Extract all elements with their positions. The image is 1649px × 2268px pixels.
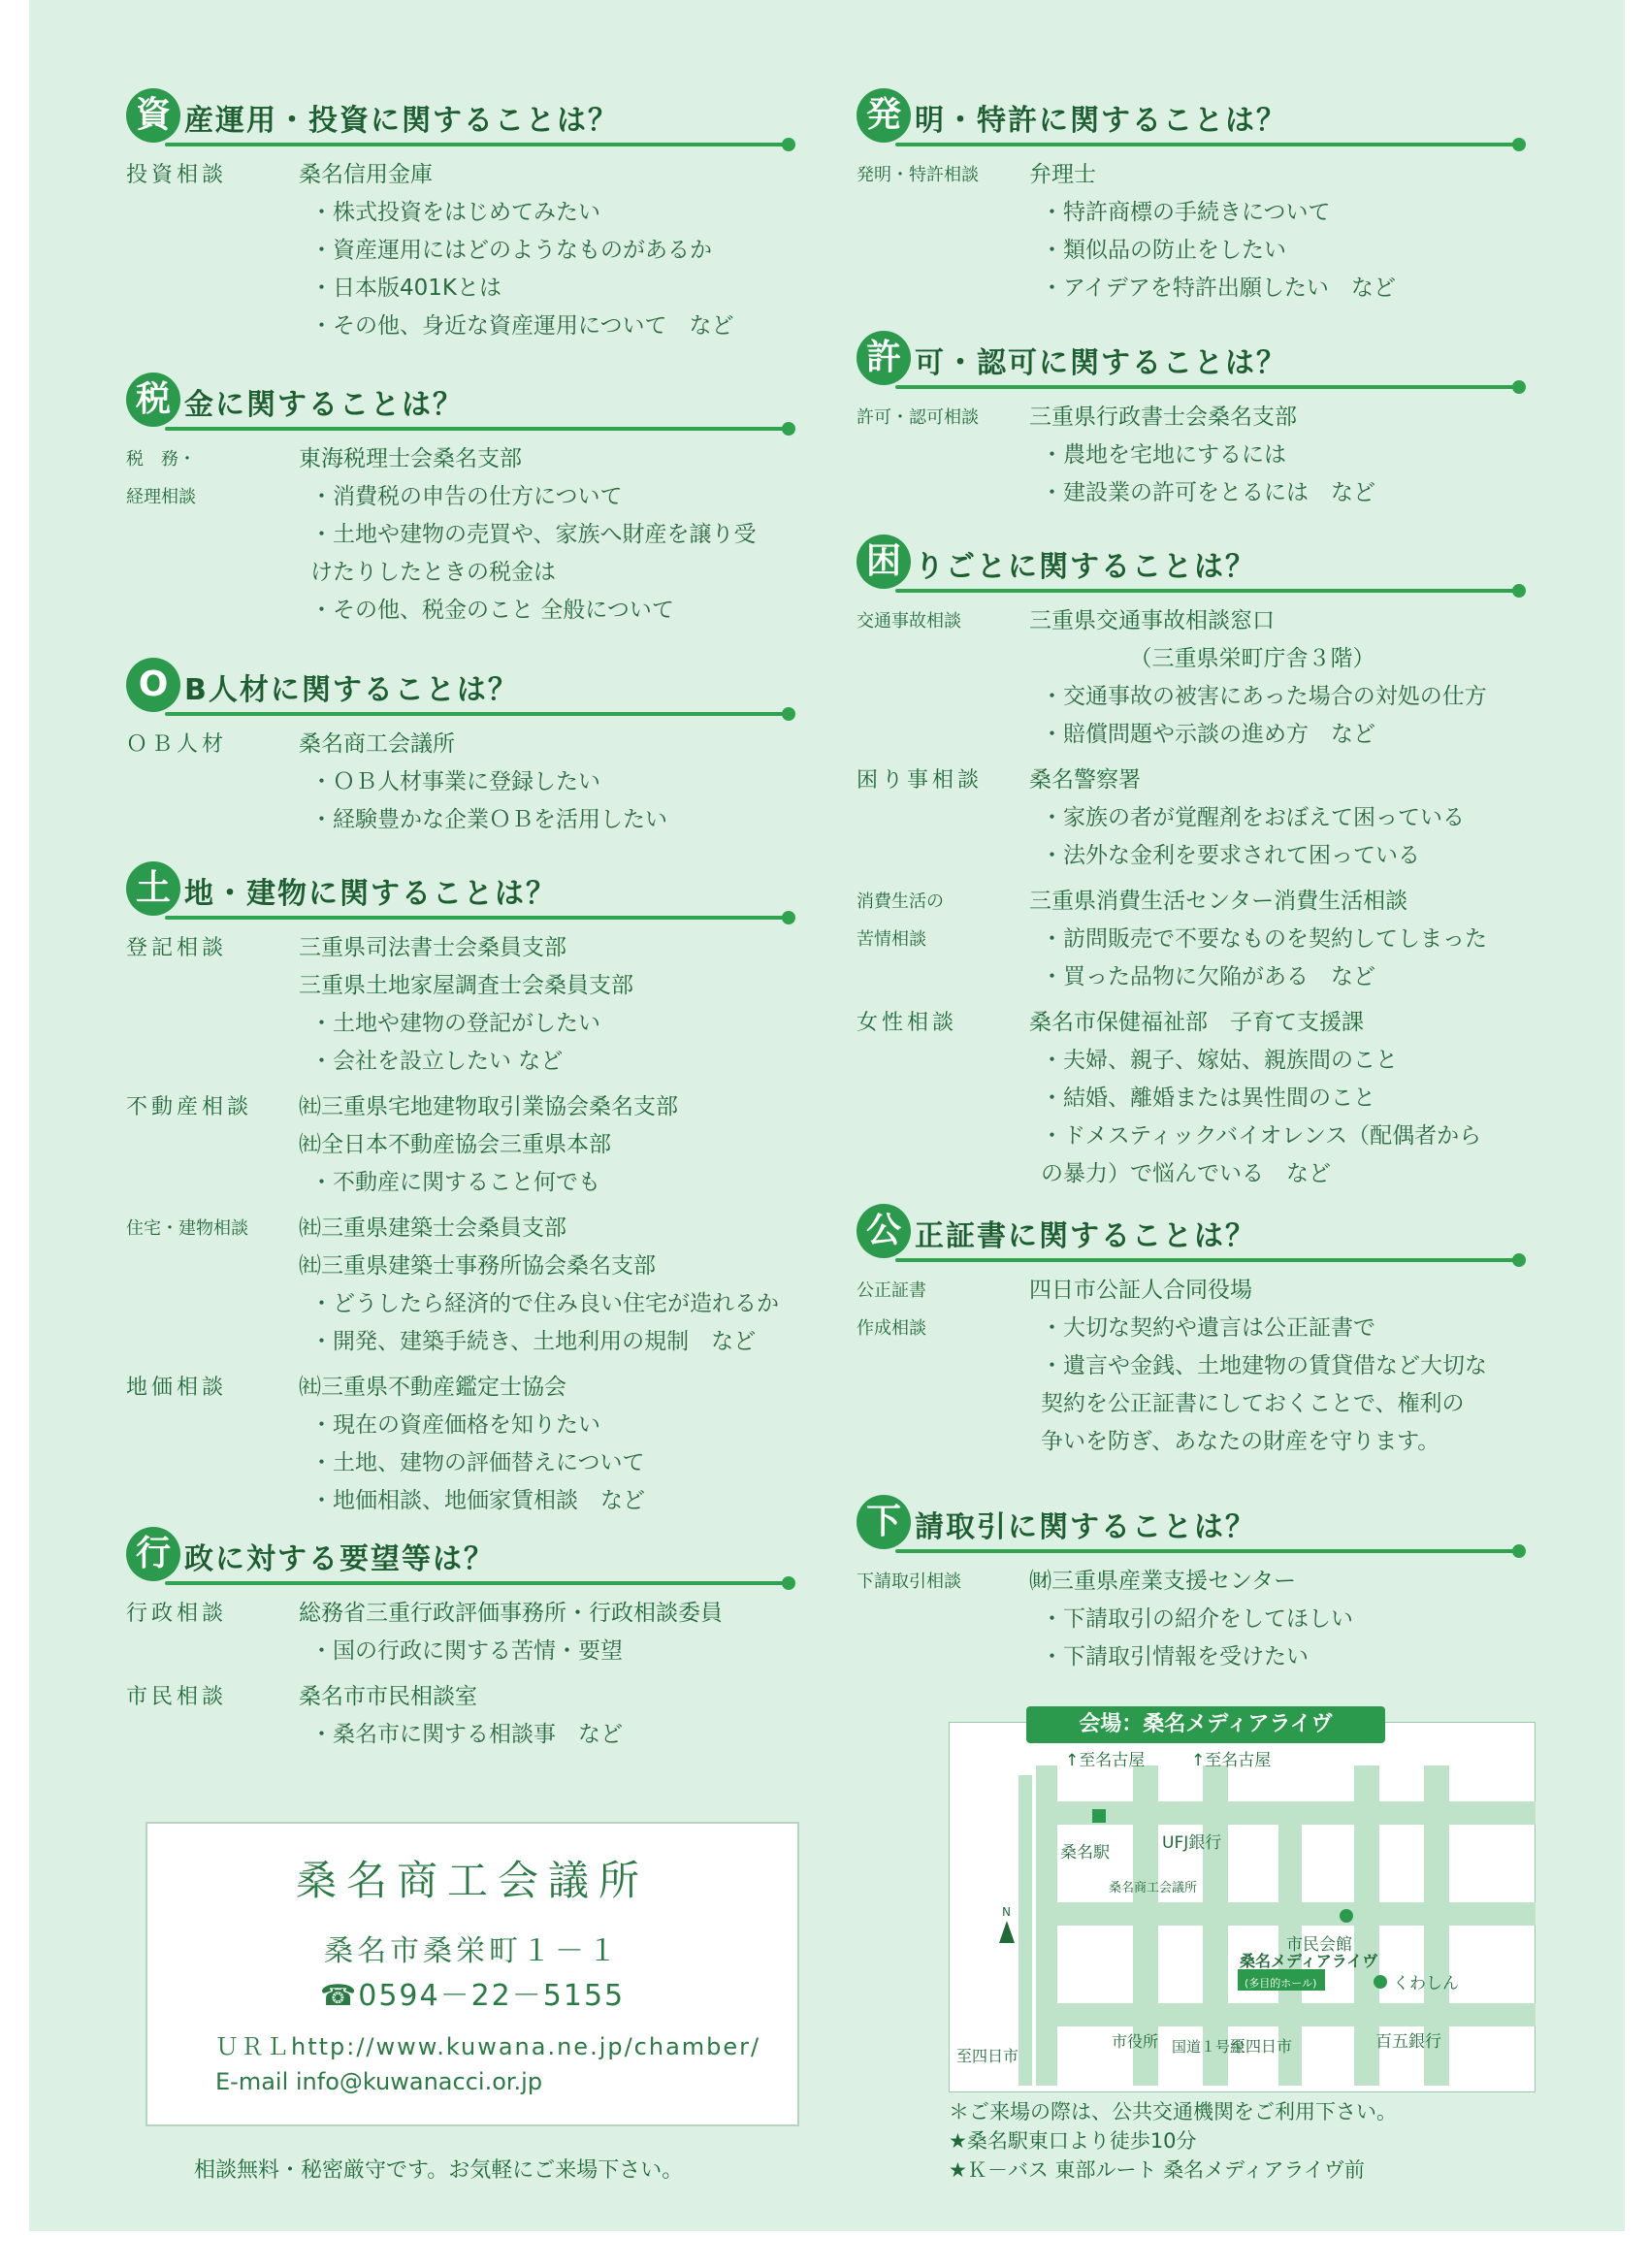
section-header (857, 82, 1526, 148)
north-label: N (1002, 1905, 1011, 1919)
consultation-entry (857, 1272, 1526, 1461)
organization-name: 桑名商工会議所 (295, 1857, 649, 1904)
organization-name: 弁理士 (1029, 162, 1096, 187)
section-entries (857, 1563, 1526, 1676)
section-header (857, 1198, 1526, 1264)
section-badge: 税 (126, 373, 180, 427)
section-entries (857, 1272, 1526, 1461)
consultation-entry (126, 726, 795, 839)
organization-address: 桑名市桑栄町１－１ (324, 1934, 621, 1968)
section-header (857, 1489, 1526, 1555)
section-title: りごとに関することは？ (915, 550, 1256, 584)
consultation-entry (857, 156, 1526, 308)
entry-body (1029, 156, 1526, 308)
section-title: 可・認可に関することは？ (915, 346, 1287, 380)
category-label: 公正証書 作成相談 (857, 1280, 926, 1339)
bullet-item: ・ 交通事故の被害にあった場合の対処の仕方 (1029, 678, 1526, 716)
map-label-venue: 桑名メディアライヴ (1240, 1952, 1378, 1970)
consultation-entry (857, 883, 1526, 996)
category-label: 市民相談 (126, 1685, 228, 1709)
organization-name: ㈳三重県建築士会桑員支部 ㈳三重県建築士事務所協会桑名支部 (299, 1215, 656, 1279)
header-rule (895, 1549, 1520, 1553)
bullet-item: ・ ＯＢ人材事業に登録したい (299, 763, 795, 801)
consultation-entry (857, 399, 1526, 512)
map-label-chamber: 桑名商工会議所 (1109, 1881, 1198, 1895)
consultation-category (126, 1678, 291, 1716)
bullet-item: ・ 桑名市に関する相談事 など (299, 1716, 795, 1754)
entry-body (299, 726, 795, 839)
consultation-entry (126, 1595, 795, 1670)
section-permit (857, 325, 1526, 512)
header-rule (895, 1258, 1520, 1262)
section-land (126, 856, 795, 1520)
map-note: ＊ご来場の際は、公共交通機関をご利用下さい。 (949, 2100, 1397, 2123)
map-label-hyakugo: 百五銀行 (1375, 2032, 1441, 2052)
section-title: 正証書に関することは？ (915, 1219, 1256, 1253)
category-label: 地価相談 (126, 1376, 228, 1400)
header-rule (165, 916, 790, 920)
organization-name: 桑名市市民相談室 (299, 1684, 477, 1709)
organization-name: 三重県行政書士会桑名支部 (1029, 405, 1297, 430)
section-title: 金に関することは？ (184, 388, 464, 422)
organization-name: 桑名信用金庫 (299, 162, 433, 187)
map-note: ★桑名駅東口より徒歩10分 (949, 2129, 1197, 2153)
section-header (126, 1521, 795, 1587)
category-label: 不動産相談 (126, 1095, 253, 1119)
section-entries (857, 156, 1526, 308)
section-tax (126, 367, 795, 630)
section-badge: 困 (857, 535, 911, 589)
phone-number: ☎0594－22－5155 (319, 1979, 626, 2013)
header-rule-dot (1512, 1544, 1526, 1558)
entry-body (299, 440, 795, 630)
entry-body (299, 1369, 795, 1520)
category-label: 住宅・建物相談 (126, 1218, 248, 1239)
header-rule-dot (1512, 1253, 1526, 1267)
bullet-item: ・ 家族の者が覚醒剤をおぼえて困っている (1029, 799, 1526, 837)
map-label-civic-hall: 市民会館 (1286, 1935, 1352, 1955)
organization-name: 三重県司法書士会桑員支部 三重県土地家屋調査士会桑員支部 (299, 935, 633, 998)
section-title: 明・特許に関することは？ (915, 104, 1287, 138)
section-badge: 許 (857, 331, 911, 385)
header-rule-dot (782, 911, 795, 924)
consultation-entry (857, 761, 1526, 875)
chamber-marker (1092, 1809, 1106, 1823)
header-rule-dot (1512, 138, 1526, 151)
organization-name: 東海税理士会桑名支部 (299, 446, 522, 471)
civic-hall-marker (1340, 1909, 1353, 1923)
bullet-item: ・ アイデアを特許出願したい など (1029, 270, 1526, 308)
bullet-item: ・ 現在の資産価格を知りたい (299, 1407, 795, 1444)
bullet-item: ・ その他、身近な資産運用について など (299, 308, 795, 345)
header-rule (895, 143, 1520, 146)
section-header (126, 652, 795, 718)
consultation-entry (126, 929, 795, 1081)
category-label: 下請取引相談 (857, 1571, 961, 1592)
section-entries (126, 1595, 795, 1754)
map-label-to-yokkaichi: 至四日市 (956, 2047, 1019, 2065)
section-ob (126, 652, 795, 839)
section-entries (857, 399, 1526, 512)
bullet-item: ・ 開発、建築手続き、土地利用の規制 など (299, 1323, 795, 1361)
map-notes (949, 2097, 1397, 2185)
map-label-city-hall: 市役所 (1112, 2032, 1159, 2051)
category-label: 消費生活の 苦情相談 (857, 891, 944, 950)
header-rule (895, 589, 1520, 593)
bullet-item: ・ 経験豊かな企業ＯＢを活用したい (299, 801, 795, 839)
consultation-entry (857, 1563, 1526, 1676)
map-note: ★Ｋ－バス 東部ルート 桑名メディアライヴ前 (949, 2158, 1365, 2182)
bullet-item: ・ 大切な契約や遺言は公正証書で (1029, 1310, 1526, 1347)
header-rule (165, 1581, 790, 1585)
consultation-entry (857, 1004, 1526, 1193)
bullet-item: ・ 訪問販売で不要なものを契約してしまった (1029, 921, 1526, 958)
section-notary (857, 1198, 1526, 1461)
category-label: 発明・特許相談 (857, 165, 979, 185)
bullet-item: ・ 結婚、離婚または異性間のこと (1029, 1080, 1526, 1118)
header-rule-dot (782, 422, 795, 436)
header-rule-dot (1512, 380, 1526, 394)
bullet-item: ・ 資産運用にはどのようなものがあるか (299, 232, 795, 270)
section-badge: 資 (126, 88, 180, 143)
section-header (857, 529, 1526, 595)
map-label-to-yokkaichi: 至四日市 (1230, 2037, 1293, 2056)
consultation-category (857, 1272, 1021, 1347)
header-rule-dot (782, 1576, 795, 1590)
road-middle (1055, 1902, 1536, 1926)
map-drawing (949, 1722, 1536, 2092)
bullet-item: ・ 夫婦、親子、嫁姑、親族間のこと (1029, 1042, 1526, 1080)
map-label-ufj: UFJ銀行 (1162, 1833, 1222, 1853)
section-title: 請取引に関することは？ (915, 1510, 1256, 1544)
entry-body (1029, 399, 1526, 512)
consultation-category (857, 1563, 1021, 1601)
bullet-item: ・ 農地を宅地にするには (1029, 437, 1526, 474)
consultation-category (857, 1004, 1021, 1042)
consultation-entry (126, 1678, 795, 1754)
consultation-category (857, 602, 1021, 640)
entry-body (299, 156, 795, 345)
consultation-entry (126, 1088, 795, 1202)
kuwashin-marker (1374, 1975, 1387, 1989)
bullet-item: ・ 日本版401Kとは (299, 270, 795, 308)
section-entries (126, 726, 795, 839)
organization-name: ㈳三重県不動産鑑定士協会 (299, 1375, 566, 1400)
consultation-entry (126, 1210, 795, 1361)
category-label: 行政相談 (126, 1602, 228, 1626)
section-header (126, 367, 795, 433)
section-entries (126, 156, 795, 345)
bullet-item: ・ 株式投資をはじめてみたい (299, 194, 795, 232)
organization-name: 桑名商工会議所 (299, 731, 455, 757)
consultation-entry (126, 440, 795, 630)
bullet-item: ・ 消費税の申告の仕方について (299, 478, 795, 516)
bullet-item: ・ 賠償問題や示談の進め方 など (1029, 716, 1526, 754)
section-admin (126, 1521, 795, 1754)
section-badge: 行 (126, 1527, 180, 1581)
consultation-category (126, 1210, 291, 1247)
consultation-entry (126, 1369, 795, 1520)
map-label-to-nagoya: ↑至名古屋 (1065, 1751, 1146, 1770)
contact-box (146, 1822, 799, 2126)
consultation-category (857, 883, 1021, 958)
bullet-item: ・ 買った品物に欠陥がある など (1029, 958, 1526, 996)
section-subcontract (857, 1489, 1526, 1676)
section-badge: 公 (857, 1204, 911, 1258)
consultation-category (126, 726, 291, 763)
category-label: 登記相談 (126, 936, 228, 960)
section-title: B人材に関することは？ (184, 673, 519, 707)
entry-body (299, 1678, 795, 1754)
bullet-item: ・ ドメスティックバイオレンス（配偶者から の暴力）で悩んでいる など (1029, 1118, 1526, 1193)
bullet-item: ・ 類似品の防止をしたい (1029, 232, 1526, 270)
railway (1018, 1775, 1032, 2086)
entry-body (1029, 602, 1526, 754)
consultation-category (857, 761, 1021, 799)
map-label-to-nagoya: ↑至名古屋 (1191, 1751, 1272, 1770)
venue-map (949, 1712, 1536, 2092)
section-title: 政に対する要望等は？ (184, 1542, 495, 1576)
bullet-item: ・ 不動産に関すること何でも (299, 1164, 795, 1202)
consultation-category (126, 1088, 291, 1126)
header-rule (165, 427, 790, 431)
header-rule-dot (1512, 584, 1526, 598)
consultation-category (126, 156, 291, 194)
header-rule (165, 143, 790, 146)
category-label: ＯＢ人材 (126, 732, 228, 757)
section-badge: 土 (126, 861, 180, 916)
map-label-kuwashin: くわしん (1393, 1974, 1459, 1993)
section-patent (857, 82, 1526, 308)
category-label: 許可・認可相談 (857, 407, 979, 428)
organization-name: 三重県交通事故相談窓口 （三重県栄町庁舎３階） (1029, 608, 1375, 671)
footer-note: 相談無料・秘密厳守です。お気軽にご来場下さい。 (194, 2158, 684, 2183)
bullet-item: ・ 土地、建物の評価替えについて (299, 1444, 795, 1482)
entry-body (299, 1595, 795, 1670)
bullet-item: ・ 遺言や金銭、土地建物の賃貸借など大切な 契約を公正証書にしておくことで、権利の 争いを防ぎ、あなたの財産を守ります。 (1029, 1347, 1526, 1461)
bullet-item: ・ 建設業の許可をとるには など (1029, 474, 1526, 512)
section-entries (126, 440, 795, 630)
entry-body (299, 1088, 795, 1202)
bullet-item: ・ 地価相談、地価家賃相談 など (299, 1482, 795, 1520)
bullet-item: ・ 下請取引の紹介をしてほしい (1029, 1601, 1526, 1638)
organization-name: 桑名警察署 (1029, 767, 1141, 793)
section-asset (126, 82, 795, 345)
section-title: 地・建物に関することは？ (184, 877, 557, 911)
header-rule (165, 712, 790, 716)
consultation-category (126, 1369, 291, 1407)
section-trouble (857, 529, 1526, 1193)
bullet-item: ・ どうしたら経済的で住み良い住宅が造れるか (299, 1285, 795, 1323)
bullet-item: ・ 国の行政に関する苦情・要望 (299, 1633, 795, 1670)
section-badge: 発 (857, 88, 911, 143)
section-header (126, 82, 795, 148)
section-badge: O (126, 658, 180, 712)
bullet-item: ・ その他、税金のこと 全般について (299, 592, 795, 630)
consultation-entry (126, 156, 795, 345)
entry-body (1029, 1272, 1526, 1461)
section-entries (126, 929, 795, 1520)
entry-body (1029, 1004, 1526, 1193)
category-label: 税 務・ 経理相談 (126, 449, 196, 507)
map-label-venue-sub: (多目的ホール) (1245, 1977, 1317, 1990)
organization-name: ㈳三重県宅地建物取引業協会桑名支部 ㈳全日本不動産協会三重県本部 (299, 1094, 678, 1157)
consultation-category (126, 929, 291, 967)
section-header (126, 856, 795, 922)
road-north (1055, 1801, 1536, 1825)
entry-body (299, 1210, 795, 1361)
consultation-category (857, 399, 1021, 437)
section-title: 産運用・投資に関することは？ (184, 104, 619, 138)
consultation-category (126, 440, 291, 516)
road-south (1055, 2003, 1536, 2026)
bullet-item: ・ 法外な金利を要求されて困っている (1029, 837, 1526, 875)
section-header (857, 325, 1526, 391)
header-rule-dot (782, 707, 795, 721)
organization-name: 三重県消費生活センター消費生活相談 (1029, 889, 1408, 914)
map-label-route1: 国道１号線 (1172, 2038, 1245, 2056)
bullet-item: ・ 下請取引情報を受けたい (1029, 1638, 1526, 1676)
entry-body (1029, 883, 1526, 996)
organization-name: 四日市公証人合同役場 (1029, 1278, 1252, 1303)
section-entries (857, 602, 1526, 1193)
category-label: 投資相談 (126, 163, 228, 187)
category-label: 困り事相談 (857, 768, 984, 793)
organization-name: 総務省三重行政評価事務所・行政相談委員 (299, 1601, 723, 1626)
entry-body (1029, 761, 1526, 875)
bullet-item: ・ 土地や建物の登記がしたい (299, 1005, 795, 1043)
map-title: 会場：桑名メディアライヴ (1026, 1706, 1385, 1743)
website-url[interactable]: ＵＲＬhttp://www.kuwana.ne.jp/chamber/ (215, 2033, 761, 2060)
entry-body (1029, 1563, 1526, 1676)
organization-name: 桑名市保健福祉部 子育て支援課 (1029, 1010, 1364, 1035)
map-label-station: 桑名駅 (1060, 1843, 1110, 1863)
consultation-category (857, 156, 1021, 194)
consultation-category (126, 1595, 291, 1633)
bullet-item: ・ 特許商標の手続きについて (1029, 194, 1526, 232)
section-badge: 下 (857, 1495, 911, 1549)
header-rule (895, 385, 1520, 389)
header-rule-dot (782, 138, 795, 151)
organization-name: ㈶三重県産業支援センター (1029, 1569, 1297, 1594)
bullet-item: ・ 会社を設立したい など (299, 1043, 795, 1081)
email-address[interactable]: E-mail info@kuwanacci.or.jp (215, 2068, 543, 2095)
bullet-item: ・ 土地や建物の売買や、家族へ財産を譲り受 けたりしたときの税金は (299, 516, 795, 592)
consultation-entry (857, 602, 1526, 754)
category-label: 交通事故相談 (857, 611, 961, 632)
category-label: 女性相談 (857, 1011, 958, 1035)
road-station-street (1036, 1766, 1057, 2086)
entry-body (299, 929, 795, 1081)
